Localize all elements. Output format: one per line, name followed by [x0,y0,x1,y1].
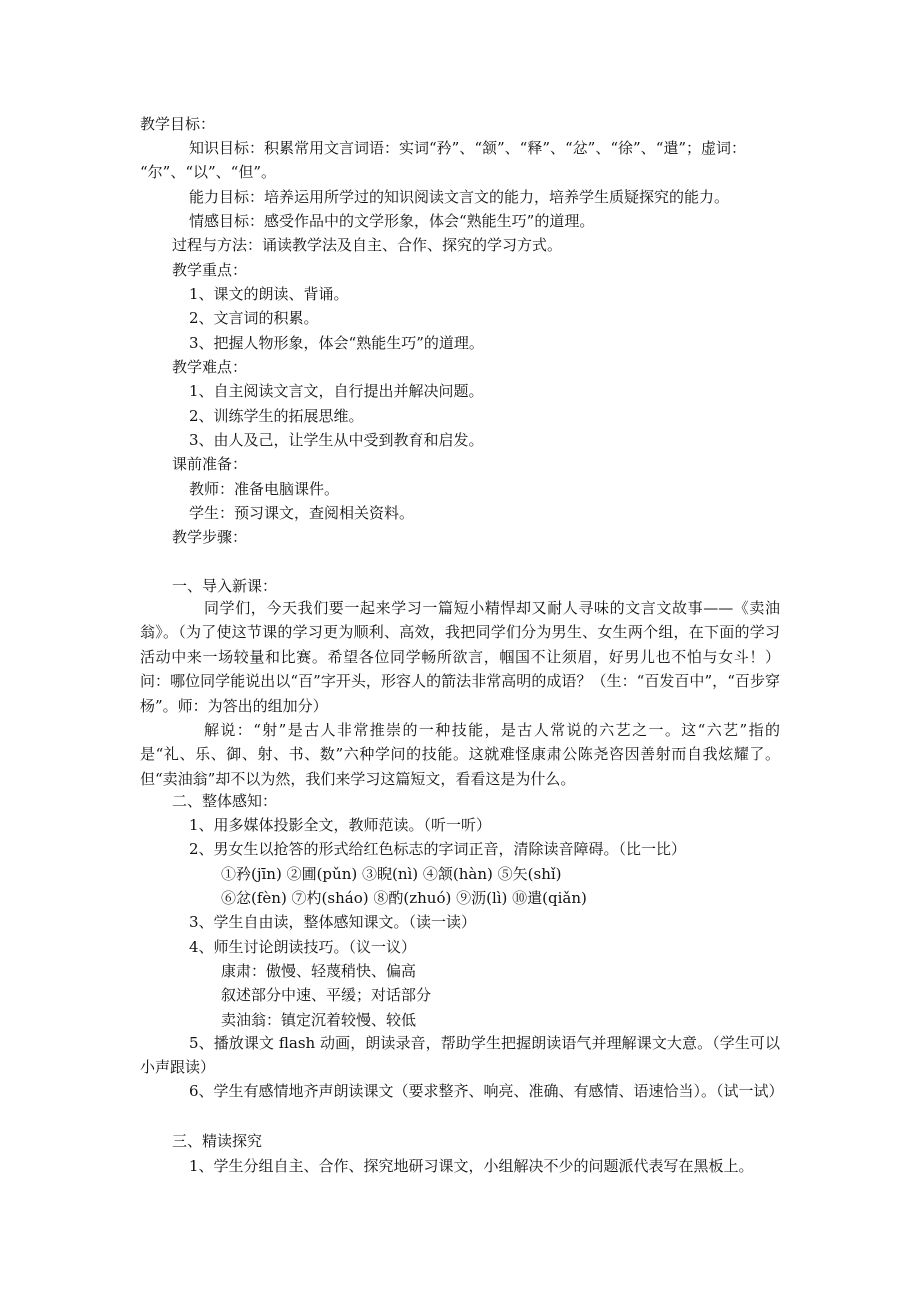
key-point-item: 3、把握人物形象，体会“熟能生巧”的道理。 [189,334,484,352]
reading-tip: 康肃：傲慢、轻蔑稍快、偏高 [221,962,417,980]
steps-heading: 教学步骤： [172,528,248,546]
reading-tip: 叙述部分中速、平缓；对话部分 [221,986,432,1004]
section3-item: 1、学生分组自主、合作、探究地研习课文，小组解决不少的问题派代表写在黑板上。 [189,1157,754,1175]
key-points-heading: 教学重点： [172,261,248,279]
knowledge-objective-line2: “尔”、“以”、“但”。 [140,163,277,181]
section2-item: 3、学生自由读，整体感知课文。（读一读） [189,913,477,931]
process-method: 过程与方法：诵读教学法及自主、合作、探究的学习方式。 [172,236,563,254]
intro-paragraph: 同学们，今天我们要一起来学习一篇短小精悍却又耐人寻味的文言文故事——《卖油翁》。（为了使这节课的学习更为顺利、高效，我把同学们分为男生、女生两个组，在下面的学习活动中来一场较量和比赛。希望各位同学畅所欲言，帼国不让须眉，好男儿也不怕与女斗！）问：哪位同学能说出以“百”字开头，形容人的箭法非常高明的成语？（生：“百发百中”，“百步穿杨”。师：为答出的组加分） [140,599,780,715]
objectives-heading: 教学目标： [140,115,216,133]
difficulty-item: 3、由人及己，让学生从中受到教育和启发。 [189,431,484,449]
pronunciation-line: ①矜(jīn) ②圃(pǔn) ③睨(nì) ④颔(hàn) ⑤矢(shǐ) [221,865,562,883]
section3-heading: 三、精读探究 [172,1132,263,1150]
section2-item: 2、男女生以抢答的形式给红色标志的字词正音，清除读音障碍。（比一比） [189,840,687,858]
knowledge-objective-line1: 知识目标：积累常用文言词语：实词“矜”、“颔”、“释”、“忿”、“徐”、“遣”；虚词： [189,139,747,157]
student-preparation: 学生：预习课文，查阅相关资料。 [189,504,415,522]
preparation-heading: 课前准备： [172,455,248,473]
section1-heading: 一、导入新课： [172,577,278,595]
key-point-item: 1、课文的朗读、背诵。 [189,285,349,303]
difficulty-item: 2、训练学生的拓展思维。 [189,407,364,425]
section2-item: 5、播放课文 flash 动画，朗读录音，帮助学生把握朗读语气并理解课文大意。（学生可以小声跟读） [140,1034,780,1077]
difficulty-item: 1、自主阅读文言文，自行提出并解决问题。 [189,382,484,400]
pronunciation-line: ⑥忿(fèn) ⑦杓(sháo) ⑧酌(zhuó) ⑨沥(lì) ⑩遣(qiǎn) [221,889,587,907]
difficulties-heading: 教学难点： [172,358,248,376]
key-point-item: 2、文言词的积累。 [189,309,319,327]
section2-item: 6、学生有感情地齐声朗读课文（要求整齐、响亮、准确、有感情、语速恰当）。（试一试） [189,1082,784,1100]
section2-item: 1、用多媒体投影全文，教师范读。（听一听） [189,816,492,834]
teacher-preparation: 教师：准备电脑课件。 [189,480,340,498]
section2-item: 4、师生讨论朗读技巧。（议一议） [189,938,417,956]
explanation-paragraph: 解说：“射”是古人非常推崇的一种技能，是古人常说的六艺之一。这“六艺”指的是“礼、乐、御、射、书、数”六种学问的技能。这就难怪康肃公陈尧咨因善射而自我炫耀了。但“卖油翁”却不以为然，我们来学习这篇短文，看看这是为什么。 [140,721,780,788]
reading-tip: 卖油翁：镇定沉着较慢、较低 [221,1011,417,1029]
section2-heading: 二、整体感知： [172,792,278,810]
ability-objective: 能力目标：培养运用所学过的知识阅读文言文的能力，培养学生质疑探究的能力。 [189,188,730,206]
emotion-objective: 情感目标：感受作品中的文学形象，体会“熟能生巧”的道理。 [189,212,595,230]
